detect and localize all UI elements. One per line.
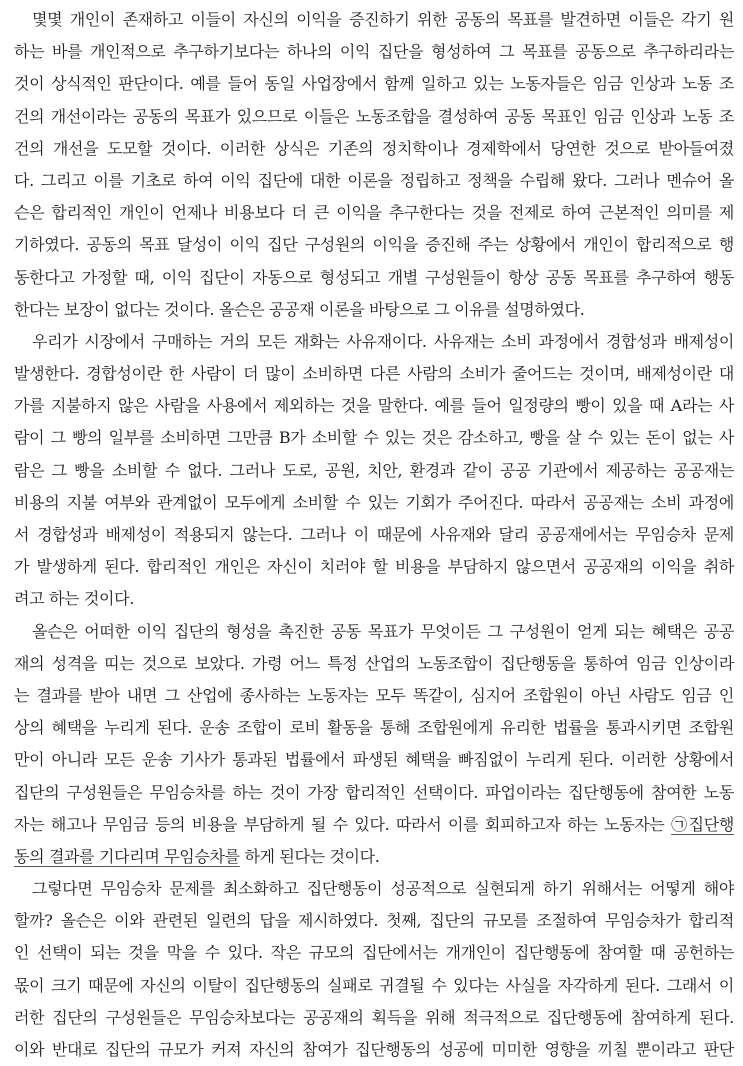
text-line: 려고 하는 것이다. <box>14 589 134 609</box>
text-line: 한다는 보장이 없다는 것이다. 올슨은 공공재 이론을 바탕으로 그 이유를 설명하였다. <box>14 299 585 319</box>
text-line: 다. 그리고 이를 기초로 하여 이익 집단에 대한 이론을 정립하고 정책을 수립해 왔다. 그러나 멘슈어 올 <box>14 170 734 190</box>
text-line: 가를 지불하지 않은 사람을 사용에서 제외하는 것을 말한다. 예를 들어 일정량의 빵이 있을 때 A라는 사 <box>14 396 734 416</box>
text-line: 상의 혜택을 누리게 된다. 운송 조합이 로비 활동을 통해 조합원에게 유리한 법률을 통과시키면 조합원 <box>14 718 734 738</box>
text-line: 올슨은 어떠한 이익 집단의 형성을 촉진한 공동 목표가 무엇이든 그 구성원이 얻게 되는 혜택은 공공 <box>32 621 734 641</box>
text-line: 서 경합성과 배제성이 적용되지 않는다. 그러나 이 때문에 사유재와 달리 공공재에서는 무임승차 문제 <box>14 525 734 544</box>
text-line: 발생한다. 경합성이란 한 사람이 더 많이 소비하면 다른 사람의 소비가 줄어드는 것이며, 배제성이란 대 <box>14 364 734 384</box>
text-line: 는 결과를 받아 내면 그 산업에 종사하는 노동자는 모두 똑같이, 심지어 조합원이 아닌 사람도 임금 인 <box>14 685 734 705</box>
text-line: 것이 상식적인 판단이다. 예를 들어 동일 사업장에서 함께 일하고 있는 노동자들은 임금 인상과 노동 조 <box>14 74 734 94</box>
paragraph-4 <box>14 873 734 1066</box>
text-line: 기하였다. 공동의 목표 달성이 이익 집단 구성원의 이익을 증진해 주는 상황에서 개인이 합리적으로 행 <box>14 235 734 255</box>
text-line: 슨은 합리적인 개인이 언제나 비용보다 더 큰 이익을 추구한다는 것을 전제로 하여 근본적인 의미를 제 <box>14 203 734 223</box>
text-line: 할까? 올슨은 이와 관련된 일련의 답을 제시하였다. 첫째, 집단의 규모를 조절하여 무임승차가 합리적 <box>14 911 734 931</box>
text-line: 그렇다면 무임승차 문제를 최소화하고 집단행동이 성공적으로 실현되게 하기 위해서는 어떻게 해야 <box>32 879 734 899</box>
text-line: 하는 바를 개인적으로 추구하기보다는 하나의 이익 집단을 형성하여 그 목표를 공동으로 추구하리라는 <box>14 42 734 62</box>
underlined-passage-marker: ㉠집단행 <box>671 814 734 834</box>
text-line <box>14 809 734 841</box>
text-line: 몫이 크기 때문에 자신의 이탈이 집단행동의 실패로 귀결될 수 있다는 사실을 자각하게 된다. 그래서 이 <box>14 975 734 995</box>
text-line: 재의 성격을 띠는 것으로 보았다. 가령 어느 특정 산업의 노동조합이 집단행동을 통하여 임금 인상이라 <box>14 653 734 673</box>
text-line-segment: 하게 된다는 것이다. <box>239 846 380 866</box>
text-line: 비용의 지불 여부와 관계없이 모두에게 소비할 수 있는 기회가 주어진다. 따라서 공공재는 소비 과정에 <box>14 492 734 512</box>
text-line: 몇몇 개인이 존재하고 이들이 자신의 이익을 증진하기 위한 공동의 목표를 발견하면 이들은 각기 원 <box>32 10 734 29</box>
document-page <box>14 4 734 1059</box>
text-line-segment: 자는 해고나 무임금 등의 비용을 부담하게 될 수 있다. 따라서 이를 회피하고자 하는 노동자는 <box>14 814 672 834</box>
text-line: 인 선택이 되는 것을 막을 수 있다. 작은 규모의 집단에서는 개개인이 집단행동에 참여할 때 공헌하는 <box>14 943 734 963</box>
paragraph-3 <box>14 616 734 874</box>
text-line: 건의 개선을 도모할 것이다. 이러한 상식은 기존의 정치학이나 경제학에서 당연한 것으로 받아들여졌 <box>14 138 734 158</box>
text-line: 가 발생하게 된다. 합리적인 개인은 자신이 치러야 할 비용을 부담하지 않으면서 공공재의 이익을 취하 <box>14 557 734 577</box>
text-line: 집단의 구성원들은 무임승차를 하는 것이 가장 합리적인 선택이다. 파업이라는 집단행동에 참여한 노동 <box>14 782 734 802</box>
text-line: 람은 그 빵을 소비할 수 없다. 그러나 도로, 공원, 치안, 환경과 같이 공공 기관에서 제공하는 공공재는 <box>14 460 734 480</box>
text-line: 건의 개선이라는 공동의 목표가 있으므로 이들은 노동조합을 결성하여 공동 목표인 임금 인상과 노동 조 <box>14 106 734 126</box>
paragraph-2 <box>14 326 734 616</box>
text-line: 동한다고 가정할 때, 이익 집단이 자동으로 형성되고 개별 구성원들이 항상 공동 목표를 추구하여 행동 <box>14 267 734 287</box>
paragraph-1 <box>14 4 734 326</box>
text-line: 람이 그 빵의 일부를 소비하면 그만큼 B가 소비할 수 있는 것은 감소하고, 빵을 살 수 있는 돈이 없는 사 <box>14 428 734 448</box>
text-line: 러한 집단의 구성원들은 무임승차보다는 공공재의 획득을 위해 적극적으로 집단행동에 참여하게 된다. <box>14 1007 734 1027</box>
text-line: 우리가 시장에서 구매하는 거의 모든 재화는 사유재이다. 사유재는 소비 과정에서 경합성과 배제성이 <box>32 331 734 351</box>
text-line: 이와 반대로 집단의 규모가 커져 자신의 참여가 집단행동의 성공에 미미한 영향을 끼칠 뿐이라고 판단 <box>14 1040 734 1059</box>
text-line <box>14 841 734 873</box>
text-line: 만이 아니라 모든 운송 기사가 통과된 법률에서 파생된 혜택을 빠짐없이 누리게 된다. 이러한 상황에서 <box>14 750 734 770</box>
underlined-passage: 동의 결과를 기다리며 무임승차를 <box>14 846 240 866</box>
